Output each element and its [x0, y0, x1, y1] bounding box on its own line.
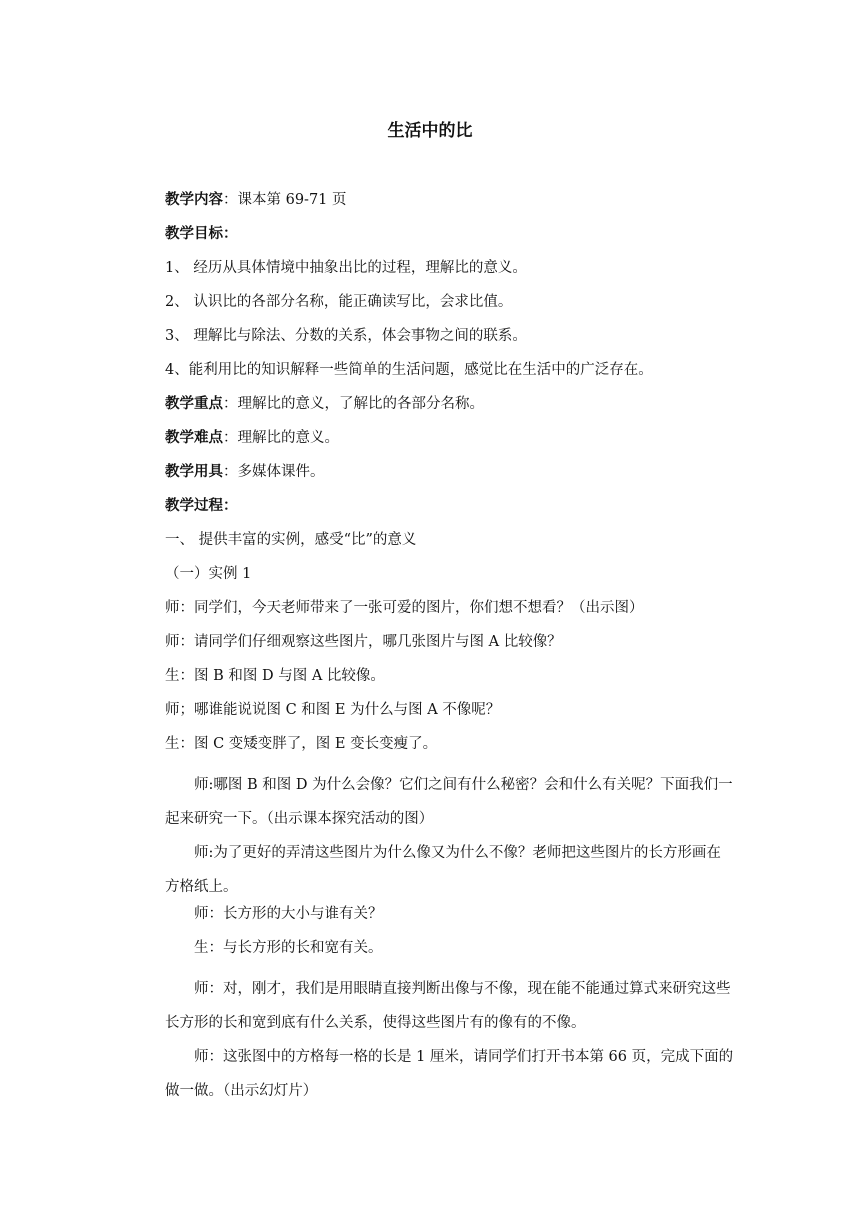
key-point-label: 教学重点 [165, 396, 223, 412]
dialogue-line: 师；哪谁能说说图 C 和图 E 为什么与图 A 不像呢？ [165, 702, 501, 718]
goal-item: 3、 理解比与除法、分数的关系，体会事物之间的联系。 [165, 328, 527, 344]
document-title: 生活中的比 [387, 121, 473, 141]
paragraph: 师:为了更好的弄清这些图片为什么像又为什么不像？老师把这些图片的长方形画在方格纸上。 [165, 845, 721, 895]
process-heading: 教学过程： [165, 498, 238, 514]
key-point-line [165, 394, 735, 414]
dialogue-line: 师：同学们，今天老师带来了一张可爱的图片，你们想不想看？（出示图） [165, 600, 644, 616]
goal-item: 1、 经历从具体情境中抽象出比的过程，理解比的意义。 [165, 260, 527, 276]
teaching-content-line [165, 190, 735, 210]
teaching-content-value: ：课本第 69-71 页 [223, 192, 347, 208]
goal-item: 4、能利用比的知识解释一些简单的生活问题，感觉比在生活中的广泛存在。 [165, 362, 653, 378]
paragraph: 师：长方形的大小与谁有关？ [194, 906, 383, 922]
paragraph: 师:哪图 B 和图 D 为什么会像？它们之间有什么秘密？会和什么有关呢？下面我们一起来研究一下。（出示课本探究活动的图） [165, 777, 733, 827]
goal-item: 2、 认识比的各部分名称，能正确读写比，会求比值。 [165, 294, 513, 310]
tools-value: ：多媒体课件。 [223, 464, 325, 480]
difficulty-line [165, 428, 735, 448]
dialogue-line: 生：图 C 变矮变胖了，图 E 变长变瘦了。 [165, 736, 438, 752]
difficulty-label: 教学难点 [165, 430, 223, 446]
section-heading: 一、 提供丰富的实例，感受“比”的意义 [165, 532, 417, 548]
teaching-content-label: 教学内容 [165, 192, 223, 208]
paragraph: 师：这张图中的方格每一格的长是 1 厘米，请同学们打开书本第 66 页，完成下面的做一做。（出示幻灯片） [165, 1049, 734, 1099]
difficulty-value: ：理解比的意义。 [223, 430, 339, 446]
dialogue-line: 师：请同学们仔细观察这些图片，哪几张图片与图 A 比较像？ [165, 634, 562, 650]
tools-label: 教学用具 [165, 464, 223, 480]
goals-heading: 教学目标： [165, 226, 238, 242]
key-point-value: ：理解比的意义，了解比的各部分名称。 [223, 396, 484, 412]
dialogue-line: 生：图 B 和图 D 与图 A 比较像。 [165, 668, 385, 684]
paragraph: 生：与长方形的长和宽有关。 [194, 940, 383, 956]
paragraph: 师：对，刚才，我们是用眼睛直接判断出像与不像，现在能不能通过算式来研究这些长方形的长和宽到底有什么关系，使得这些图片有的像有的不像。 [165, 981, 731, 1031]
example-heading: （一）实例 1 [165, 566, 252, 582]
tools-line [165, 462, 735, 482]
